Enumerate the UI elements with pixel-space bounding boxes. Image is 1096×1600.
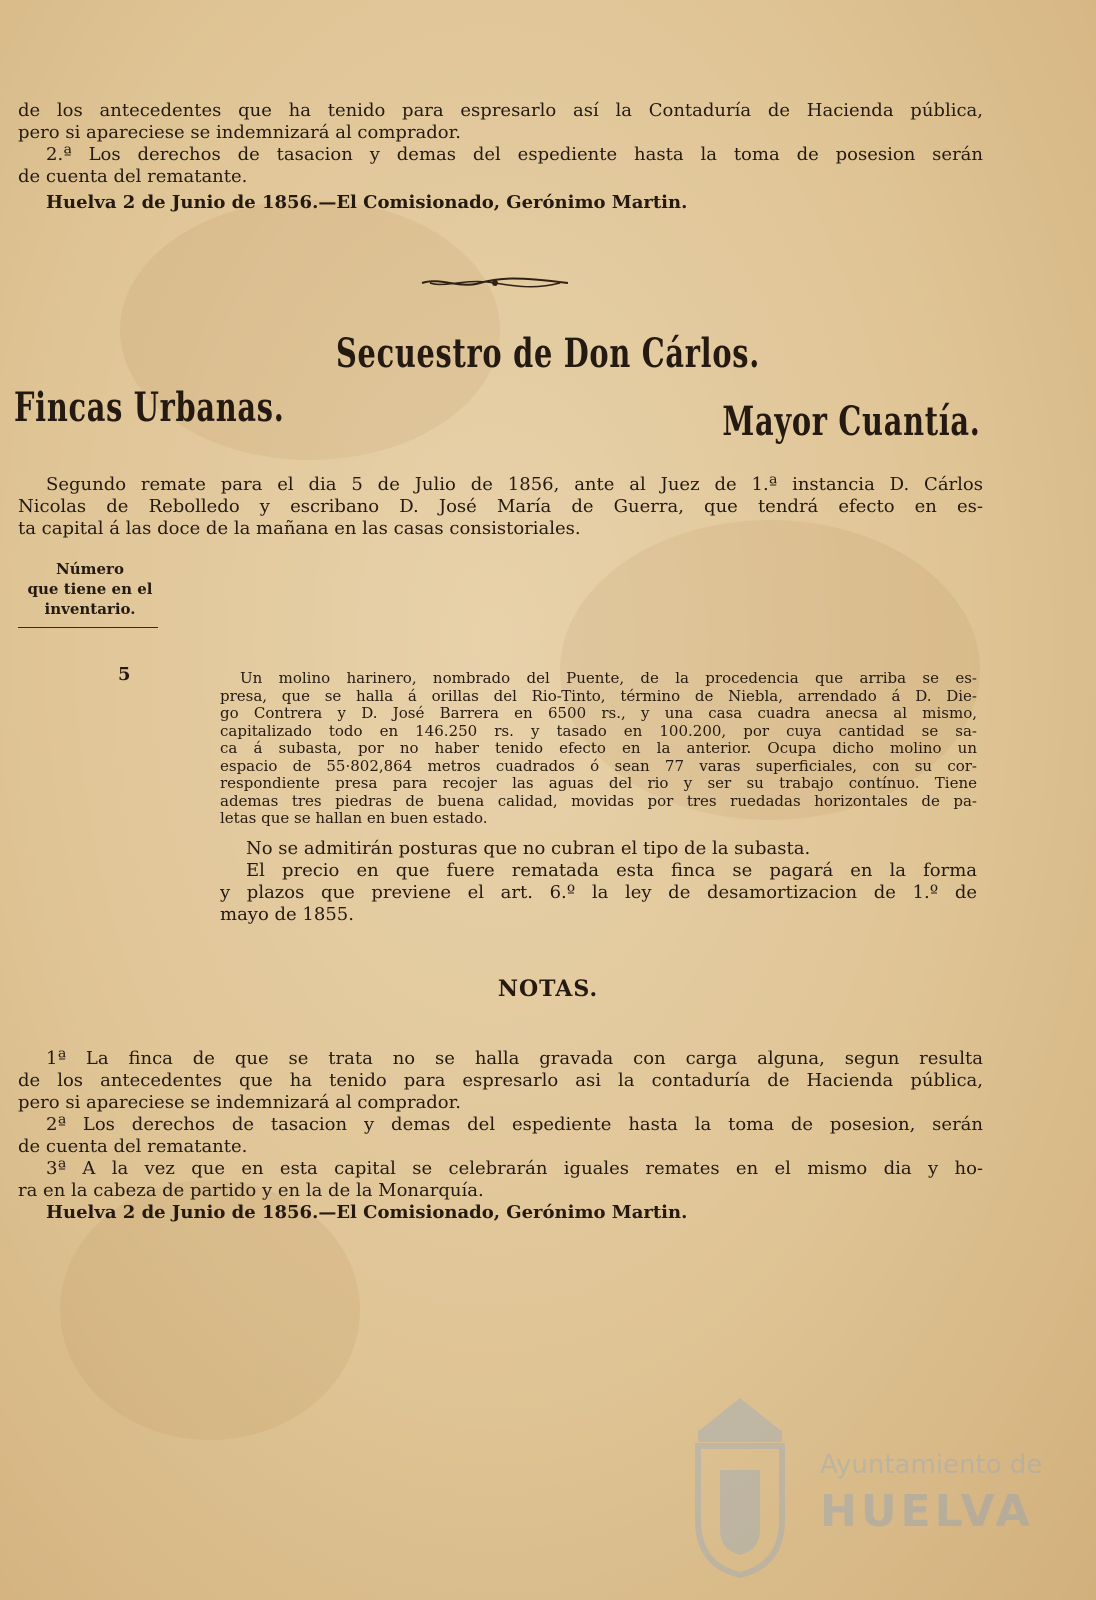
signature-line: Huelva 2 de Junio de 1856.—El Comisionado, Gerónimo Martin. [46, 1202, 688, 1223]
inventory-number: 5 [118, 664, 131, 685]
archive-watermark [680, 1390, 1043, 1590]
coat-of-arms-icon [680, 1390, 800, 1580]
text-line: de los antecedentes que ha tenido para espresarlo así la Contaduría de Hacienda pública, [18, 100, 983, 121]
text-line: ca á subasta, por no haber tenido efecto en la anterior. Ocupa dicho molino un [220, 739, 977, 757]
column-header-line: inventario. [44, 600, 136, 618]
text-line: 2.ª Los derechos de tasacion y demas del espediente hasta la toma de posesion serán [46, 144, 983, 165]
text-line: Segundo remate para el dia 5 de Julio de 1856, ante al Juez de 1.ª instancia D. Cárlos [46, 474, 983, 495]
column-header-line: que tiene en el [27, 580, 153, 598]
notes-title: NOTAS. [497, 976, 599, 1002]
note-line: ra en la cabeza de partido y en la de la Monarquía. [18, 1180, 484, 1201]
subheading-left: Fincas Urbanas. [14, 384, 285, 431]
signature-line: Huelva 2 de Junio de 1856.—El Comisionado, Gerónimo Martin. [46, 192, 688, 213]
text-line: y plazos que previene el art. 6.º la ley de desamortizacion de 1.º de [220, 881, 977, 903]
ornament-divider-icon [420, 276, 570, 290]
watermark-text: HUELVA [820, 1486, 1034, 1537]
text-line: Un molino harinero, nombrado del Puente, de la procedencia que arriba se es- [240, 669, 977, 687]
subheading-right: Mayor Cuantía. [722, 398, 981, 445]
notes-block [18, 1048, 983, 1224]
text-line: presa, que se halla á orillas del Rio-Tinto, término de Niebla, arrendado á D. Die- [220, 686, 977, 705]
note-line: 1ª La finca de que se trata no se halla gravada con carga alguna, segun resulta [46, 1048, 983, 1069]
text-line: respondiente presa para recojer las aguas del rio y ser su trabajo contínuo. Tiene [220, 774, 977, 792]
property-description [220, 670, 977, 926]
watermark-text: Ayuntamiento de [820, 1450, 1043, 1480]
top-fragment [18, 100, 983, 214]
note-line: pero si apareciese se indemnizará al comprador. [18, 1092, 461, 1113]
note-line: de los antecedentes que ha tenido para espresarlo asi la contaduría de Hacienda pública, [18, 1070, 983, 1091]
text-line: capitalizado todo en 146.250 rs. y tasado en 100.200, por cuya cantidad se sa- [220, 721, 977, 740]
auction-conditions [220, 838, 977, 926]
note-line: de cuenta del rematante. [18, 1136, 248, 1157]
note-line: 2ª Los derechos de tasacion y demas del espediente hasta la toma de posesion, serán [46, 1114, 983, 1135]
text-line: go Contrera y D. José Barrera en 6500 rs., y una casa cuadra anecsa al mismo, [220, 704, 977, 722]
column-header [20, 559, 160, 619]
text-line: ademas tres piedras de buena calidad, movidas por tres ruedadas horizontales de pa- [220, 791, 977, 810]
section-title: Secuestro de Don Cárlos. [336, 330, 760, 377]
note-line: 3ª A la vez que en esta capital se celebrarán iguales remates en el mismo dia y ho- [46, 1158, 983, 1179]
text-line: espacio de 55·802,864 metros cuadrados ó sean 77 varas superficiales, con su cor- [220, 756, 977, 775]
text-line: letas que se hallan en buen estado. [220, 809, 488, 827]
column-header-line: Número [56, 560, 124, 578]
text-line: El precio en que fuere rematada esta finca se pagará en la forma [246, 859, 977, 881]
text-line: No se admitirán posturas que no cubran el tipo de la subasta. [246, 837, 811, 859]
text-line: ta capital á las doce de la mañana en las casas consistoriales. [18, 518, 581, 539]
text-line: mayo de 1855. [220, 903, 354, 925]
intro-paragraph [18, 474, 983, 540]
column-header-rule [18, 627, 158, 628]
text-line: Nicolas de Rebolledo y escribano D. José María de Guerra, que tendrá efecto en es- [18, 496, 983, 517]
text-line: de cuenta del rematante. [18, 166, 248, 187]
text-line: pero si apareciese se indemnizará al comprador. [18, 122, 461, 143]
